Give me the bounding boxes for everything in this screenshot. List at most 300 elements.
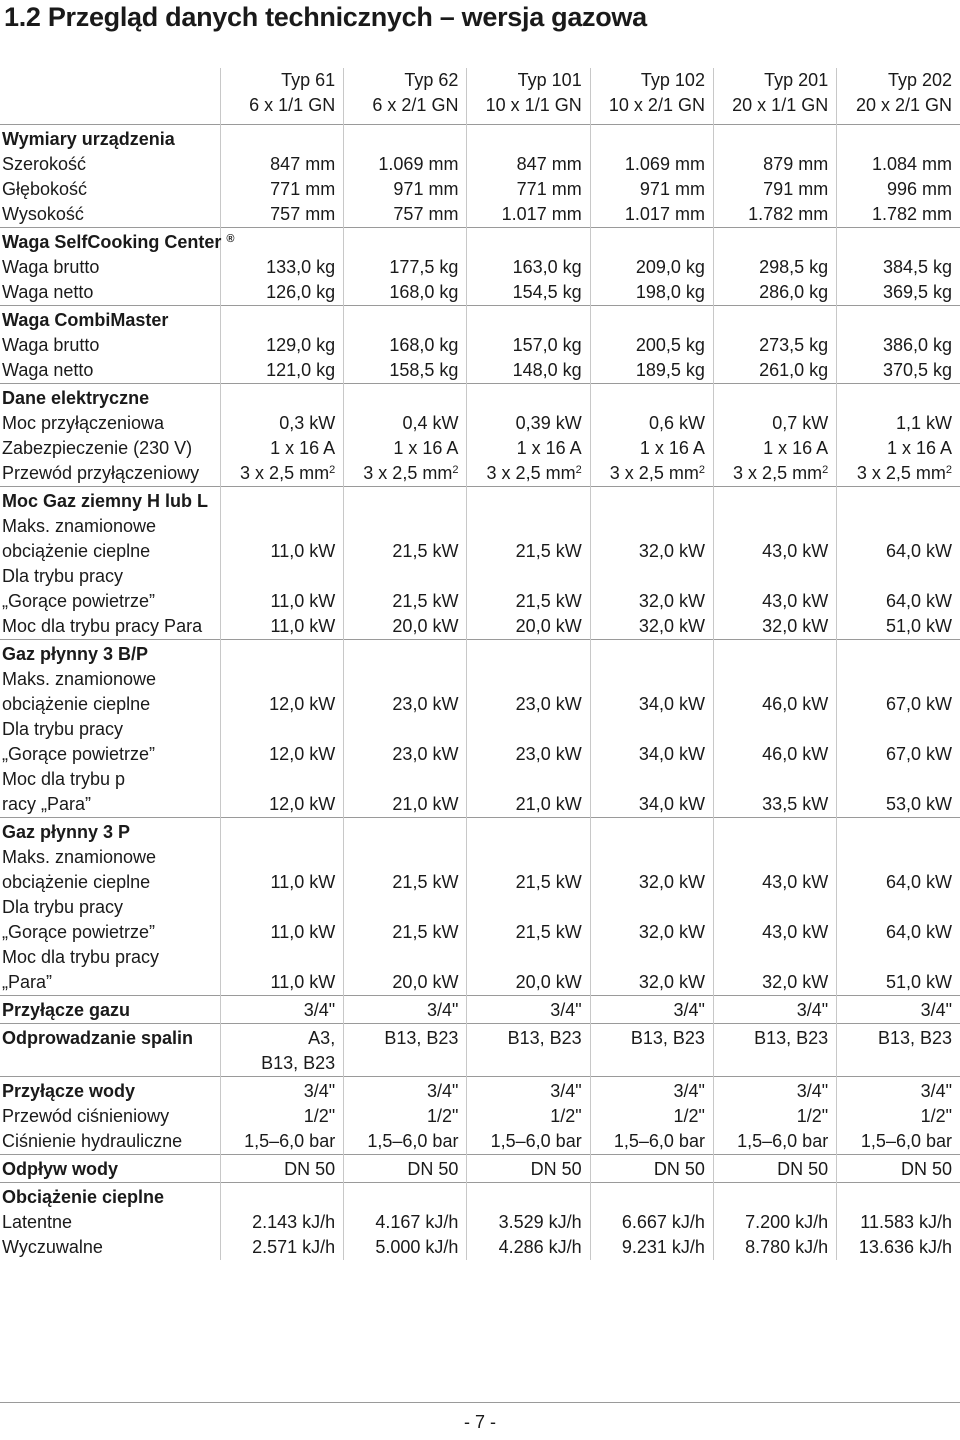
column-capacity-header: 20 x 2/1 GN xyxy=(837,93,960,125)
empty-cell xyxy=(590,1051,713,1077)
value-cell: 154,5 kg xyxy=(467,280,590,306)
data-row xyxy=(0,870,960,895)
empty-cell xyxy=(344,640,467,668)
value-cell: 129,0 kg xyxy=(220,333,343,358)
empty-cell xyxy=(590,818,713,846)
value-cell: 3/4" xyxy=(590,996,713,1024)
value-cell: 1 x 16 A xyxy=(344,436,467,461)
value-cell: 3/4" xyxy=(837,1077,960,1105)
value-cell: 21,5 kW xyxy=(467,539,590,564)
value-cell: 9.231 kJ/h xyxy=(590,1235,713,1260)
empty-cell xyxy=(220,564,343,589)
data-row xyxy=(0,920,960,945)
value-cell: DN 50 xyxy=(713,1155,836,1183)
value-cell: 23,0 kW xyxy=(467,742,590,767)
exhaust-row xyxy=(0,1024,960,1052)
value-cell xyxy=(220,461,343,487)
value-cell: 32,0 kW xyxy=(590,920,713,945)
row-label: Przewód ciśnieniowy xyxy=(2,1106,170,1126)
value-cell: 2.571 kJ/h xyxy=(220,1235,343,1260)
value-cell: 3/4" xyxy=(220,1077,343,1105)
value-cell: DN 50 xyxy=(220,1155,343,1183)
value-cell xyxy=(837,461,960,487)
empty-cell xyxy=(837,640,960,668)
row-label: „Gorące powietrze” xyxy=(2,744,156,764)
row-label: obciążenie cieplne xyxy=(2,694,151,714)
value-cell xyxy=(713,461,836,487)
value-cell: DN 50 xyxy=(344,1155,467,1183)
value-cell: 133,0 kg xyxy=(220,255,343,280)
empty-cell xyxy=(220,384,343,412)
value-cell: 3/4" xyxy=(344,996,467,1024)
cable-unit-exponent: 2 xyxy=(698,464,705,476)
value-cell: 64,0 kW xyxy=(837,589,960,614)
value-cell: 23,0 kW xyxy=(467,692,590,717)
page-title: 1.2 Przegląd danych technicznych – wersja gazowa xyxy=(4,2,647,32)
empty-cell xyxy=(467,564,590,589)
empty-cell xyxy=(344,1051,467,1077)
empty-cell xyxy=(344,667,467,692)
section-heading-text: Dane elektryczne xyxy=(2,388,150,408)
empty-cell xyxy=(837,228,960,256)
section-heading-text: Waga CombiMaster xyxy=(2,310,169,330)
empty-cell xyxy=(590,384,713,412)
empty-cell xyxy=(837,667,960,692)
data-row-cable xyxy=(0,461,960,487)
value-cell: 1/2" xyxy=(344,1104,467,1129)
section-heading xyxy=(0,384,220,412)
empty-cell xyxy=(713,818,836,846)
row-label-line1: Dla trybu pracy xyxy=(2,566,124,586)
row-label: Ciśnienie hydrauliczne xyxy=(2,1131,183,1151)
empty-cell xyxy=(344,228,467,256)
empty-cell xyxy=(590,845,713,870)
value-cell: 163,0 kg xyxy=(467,255,590,280)
value-cell: 67,0 kW xyxy=(837,692,960,717)
value-cell: 1 x 16 A xyxy=(713,436,836,461)
row-label: Przyłącze wody xyxy=(0,1077,220,1105)
empty-cell xyxy=(713,306,836,334)
value-cell: 771 mm xyxy=(467,177,590,202)
data-row xyxy=(0,152,960,177)
value-cell: 157,0 kg xyxy=(467,333,590,358)
value-cell: 34,0 kW xyxy=(590,792,713,818)
data-row xyxy=(0,177,960,202)
data-row xyxy=(0,255,960,280)
section-heading xyxy=(0,487,220,515)
data-row xyxy=(0,792,960,818)
data-row xyxy=(0,280,960,306)
section-heading-text: Gaz płynny 3 P xyxy=(2,822,131,842)
empty-cell xyxy=(344,384,467,412)
column-type-header: Typ 201 xyxy=(713,68,836,93)
data-row xyxy=(0,1235,960,1260)
data-row-label-line xyxy=(0,514,960,539)
header-row-types xyxy=(0,68,960,93)
data-row xyxy=(0,1210,960,1235)
empty-cell xyxy=(220,514,343,539)
empty-cell xyxy=(713,640,836,668)
section-heading-row xyxy=(0,228,960,256)
cable-unit-exponent: 2 xyxy=(329,464,336,476)
cable-value: 3 x 2,5 mm xyxy=(609,463,699,483)
empty-cell xyxy=(344,487,467,515)
value-cell: 757 mm xyxy=(220,202,343,228)
value-cell: 1 x 16 A xyxy=(220,436,343,461)
water-row xyxy=(0,1104,960,1129)
empty-cell xyxy=(220,125,343,153)
empty-cell xyxy=(344,767,467,792)
value-cell: 200,5 kg xyxy=(590,333,713,358)
empty-cell xyxy=(344,125,467,153)
row-label: Waga brutto xyxy=(2,257,100,277)
empty-cell xyxy=(713,1051,836,1077)
value-cell: 1/2" xyxy=(220,1104,343,1129)
empty-cell xyxy=(590,514,713,539)
data-row xyxy=(0,333,960,358)
cable-value: 3 x 2,5 mm xyxy=(363,463,453,483)
empty-cell xyxy=(344,818,467,846)
empty-cell xyxy=(467,767,590,792)
empty-cell xyxy=(590,228,713,256)
value-cell: B13, B23 xyxy=(837,1024,960,1052)
value-cell: 1 x 16 A xyxy=(590,436,713,461)
value-cell: 20,0 kW xyxy=(344,970,467,996)
value-cell: 0,39 kW xyxy=(467,411,590,436)
value-cell: 1.017 mm xyxy=(590,202,713,228)
value-cell: 4.286 kJ/h xyxy=(467,1235,590,1260)
row-label-line1: Moc dla trybu p xyxy=(2,769,126,789)
value-cell: 1 x 16 A xyxy=(837,436,960,461)
value-cell: DN 50 xyxy=(467,1155,590,1183)
empty-cell xyxy=(220,717,343,742)
value-cell: 34,0 kW xyxy=(590,692,713,717)
row-label: Przyłącze gazu xyxy=(0,996,220,1024)
empty-cell xyxy=(344,306,467,334)
section-heading-row xyxy=(0,125,960,153)
section-heading-text: Wymiary urządzenia xyxy=(2,129,175,149)
value-cell: 51,0 kW xyxy=(837,614,960,640)
empty-cell xyxy=(713,125,836,153)
empty-cell xyxy=(837,564,960,589)
row-label: obciążenie cieplne xyxy=(2,541,151,561)
row-label-line1: Dla trybu pracy xyxy=(2,897,124,917)
row-label: obciążenie cieplne xyxy=(2,872,151,892)
value-cell: 757 mm xyxy=(344,202,467,228)
empty-cell xyxy=(837,1183,960,1211)
value-cell: 1,5–6,0 bar xyxy=(713,1129,836,1155)
value-cell: 3/4" xyxy=(837,996,960,1024)
value-cell: 126,0 kg xyxy=(220,280,343,306)
empty-cell xyxy=(713,717,836,742)
water-row xyxy=(0,1129,960,1155)
value-cell: 771 mm xyxy=(220,177,343,202)
row-label: racy „Para” xyxy=(2,794,92,814)
value-cell: 32,0 kW xyxy=(590,970,713,996)
row-label: Waga netto xyxy=(2,360,94,380)
empty-cell xyxy=(344,845,467,870)
section-heading xyxy=(0,1183,220,1211)
empty-cell xyxy=(220,945,343,970)
value-cell: 3/4" xyxy=(590,1077,713,1105)
empty-cell xyxy=(467,667,590,692)
empty-cell xyxy=(0,93,220,125)
value-cell xyxy=(590,461,713,487)
data-row-label-line xyxy=(0,895,960,920)
row-label: Przewód przyłączeniowy xyxy=(2,463,200,483)
data-row-label-line xyxy=(0,667,960,692)
row-label: Wysokość xyxy=(2,204,84,224)
value-cell: 12,0 kW xyxy=(220,692,343,717)
empty-cell xyxy=(590,945,713,970)
empty-cell xyxy=(837,818,960,846)
empty-cell xyxy=(467,818,590,846)
data-row xyxy=(0,970,960,996)
value-cell: B13, B23 xyxy=(344,1024,467,1052)
value-cell: 32,0 kW xyxy=(590,614,713,640)
gas-connection-row xyxy=(0,996,960,1024)
cable-unit-exponent: 2 xyxy=(822,464,829,476)
empty-cell xyxy=(590,767,713,792)
data-row xyxy=(0,358,960,384)
water-row xyxy=(0,1077,960,1105)
value-cell: 168,0 kg xyxy=(344,280,467,306)
value-cell: 148,0 kg xyxy=(467,358,590,384)
exhaust-row-cont xyxy=(0,1051,960,1077)
empty-cell xyxy=(837,945,960,970)
value-cell: 32,0 kW xyxy=(590,870,713,895)
value-cell: B13, B23 xyxy=(713,1024,836,1052)
data-row xyxy=(0,692,960,717)
value-cell: 3/4" xyxy=(467,1077,590,1105)
data-row-label-line xyxy=(0,717,960,742)
page-number: - 7 - xyxy=(463,1412,496,1432)
column-type-header: Typ 62 xyxy=(344,68,467,93)
empty-cell xyxy=(837,306,960,334)
value-cell: 1.069 mm xyxy=(344,152,467,177)
empty-cell xyxy=(344,1183,467,1211)
technical-data-table xyxy=(0,68,960,1260)
empty-cell xyxy=(713,384,836,412)
section-heading xyxy=(0,228,235,256)
value-cell: 3/4" xyxy=(713,1077,836,1105)
value-cell: 1/2" xyxy=(467,1104,590,1129)
value-cell: 971 mm xyxy=(344,177,467,202)
empty-cell xyxy=(344,945,467,970)
value-cell: 11,0 kW xyxy=(220,870,343,895)
value-cell: 21,5 kW xyxy=(467,589,590,614)
empty-cell xyxy=(344,895,467,920)
value-cell: 43,0 kW xyxy=(713,589,836,614)
empty-cell xyxy=(837,125,960,153)
cable-unit-exponent: 2 xyxy=(575,464,582,476)
value-cell: 43,0 kW xyxy=(713,920,836,945)
value-cell: 23,0 kW xyxy=(344,692,467,717)
column-type-header: Typ 102 xyxy=(590,68,713,93)
empty-cell xyxy=(220,895,343,920)
empty-cell xyxy=(713,1183,836,1211)
value-cell: 21,5 kW xyxy=(467,870,590,895)
value-cell: 1,1 kW xyxy=(837,411,960,436)
empty-cell xyxy=(590,895,713,920)
empty-cell xyxy=(590,125,713,153)
value-cell: DN 50 xyxy=(837,1155,960,1183)
empty-cell xyxy=(713,667,836,692)
empty-cell xyxy=(0,68,220,93)
empty-cell xyxy=(220,228,343,256)
empty-cell xyxy=(713,767,836,792)
empty-cell xyxy=(467,487,590,515)
data-row xyxy=(0,589,960,614)
value-cell: 198,0 kg xyxy=(590,280,713,306)
value-cell: 121,0 kg xyxy=(220,358,343,384)
empty-cell xyxy=(837,384,960,412)
value-cell: 32,0 kW xyxy=(590,589,713,614)
empty-cell xyxy=(713,945,836,970)
section-heading-row xyxy=(0,306,960,334)
row-label: „Gorące powietrze” xyxy=(2,591,156,611)
value-cell: 34,0 kW xyxy=(590,742,713,767)
cable-value: 3 x 2,5 mm xyxy=(486,463,576,483)
value-cell: 33,5 kW xyxy=(713,792,836,818)
section-heading-text: Gaz płynny 3 B/P xyxy=(2,644,149,664)
value-cell: 32,0 kW xyxy=(590,539,713,564)
drain-row xyxy=(0,1155,960,1183)
value-cell: 996 mm xyxy=(837,177,960,202)
row-label: Szerokość xyxy=(2,154,87,174)
empty-cell xyxy=(220,487,343,515)
value-cell: 158,5 kg xyxy=(344,358,467,384)
value-cell: B13, B23 xyxy=(590,1024,713,1052)
value-cell: 1/2" xyxy=(837,1104,960,1129)
value-cell: 1,5–6,0 bar xyxy=(837,1129,960,1155)
value-cell: 0,7 kW xyxy=(713,411,836,436)
row-label-line1: Maks. znamionowe xyxy=(2,516,157,536)
empty-cell xyxy=(837,895,960,920)
value-cell: 20,0 kW xyxy=(467,614,590,640)
empty-cell xyxy=(467,125,590,153)
empty-cell xyxy=(467,717,590,742)
value-cell: 1,5–6,0 bar xyxy=(467,1129,590,1155)
empty-cell xyxy=(713,514,836,539)
value-cell: 3.529 kJ/h xyxy=(467,1210,590,1235)
empty-cell xyxy=(220,845,343,870)
value-cell: 369,5 kg xyxy=(837,280,960,306)
data-row xyxy=(0,411,960,436)
empty-cell xyxy=(590,564,713,589)
empty-cell xyxy=(590,640,713,668)
header-row-capacity xyxy=(0,93,960,125)
empty-cell xyxy=(220,640,343,668)
value-cell: 0,4 kW xyxy=(344,411,467,436)
cable-value: 3 x 2,5 mm xyxy=(240,463,330,483)
value-cell: 2.143 kJ/h xyxy=(220,1210,343,1235)
empty-cell xyxy=(467,895,590,920)
value-cell: 1 x 16 A xyxy=(467,436,590,461)
value-cell: 7.200 kJ/h xyxy=(713,1210,836,1235)
row-label: Głębokość xyxy=(2,179,88,199)
value-cell xyxy=(467,461,590,487)
value-cell: 1,5–6,0 bar xyxy=(590,1129,713,1155)
column-capacity-header: 6 x 1/1 GN xyxy=(220,93,343,125)
value-cell: 21,5 kW xyxy=(344,870,467,895)
value-cell: 1.069 mm xyxy=(590,152,713,177)
section-heading-row xyxy=(0,818,960,846)
row-label: Odprowadzanie spalin xyxy=(0,1024,220,1052)
data-row xyxy=(0,742,960,767)
value-cell xyxy=(344,461,467,487)
value-cell: 791 mm xyxy=(713,177,836,202)
value-cell: 0,3 kW xyxy=(220,411,343,436)
empty-cell xyxy=(467,306,590,334)
empty-cell xyxy=(590,1183,713,1211)
empty-cell xyxy=(220,667,343,692)
value-cell: 8.780 kJ/h xyxy=(713,1235,836,1260)
value-cell: 11,0 kW xyxy=(220,539,343,564)
value-cell: 46,0 kW xyxy=(713,742,836,767)
value-cell: 286,0 kg xyxy=(713,280,836,306)
empty-cell xyxy=(467,228,590,256)
value-cell: 1.782 mm xyxy=(837,202,960,228)
value-cell: 21,0 kW xyxy=(467,792,590,818)
bottom-divider xyxy=(0,1402,960,1403)
value-cell: 1.782 mm xyxy=(713,202,836,228)
empty-cell xyxy=(467,945,590,970)
value-cell: 879 mm xyxy=(713,152,836,177)
row-label: Waga brutto xyxy=(2,335,100,355)
value-cell: 11,0 kW xyxy=(220,614,343,640)
value-cell: 67,0 kW xyxy=(837,742,960,767)
value-cell: 1/2" xyxy=(590,1104,713,1129)
value-cell: 209,0 kg xyxy=(590,255,713,280)
section-heading xyxy=(0,306,220,334)
value-cell: 46,0 kW xyxy=(713,692,836,717)
row-label: Zabezpieczenie (230 V) xyxy=(2,438,193,458)
row-label-line1: Moc dla trybu pracy xyxy=(2,947,160,967)
value-cell: 64,0 kW xyxy=(837,870,960,895)
data-row-label-line xyxy=(0,767,960,792)
column-capacity-header: 10 x 2/1 GN xyxy=(590,93,713,125)
value-cell: B13, B23 xyxy=(220,1051,343,1077)
value-cell: 273,5 kg xyxy=(713,333,836,358)
empty-cell xyxy=(837,514,960,539)
empty-cell xyxy=(220,306,343,334)
value-cell: 1,5–6,0 bar xyxy=(344,1129,467,1155)
row-label: Wyczuwalne xyxy=(2,1237,103,1257)
value-cell: 32,0 kW xyxy=(713,970,836,996)
row-label: Odpływ wody xyxy=(0,1155,220,1183)
value-cell: 5.000 kJ/h xyxy=(344,1235,467,1260)
section-heading xyxy=(0,640,220,668)
column-capacity-header: 6 x 2/1 GN xyxy=(344,93,467,125)
empty-cell xyxy=(837,767,960,792)
cable-value: 3 x 2,5 mm xyxy=(856,463,946,483)
value-cell: 1.084 mm xyxy=(837,152,960,177)
section-heading-row xyxy=(0,640,960,668)
value-cell: 3/4" xyxy=(467,996,590,1024)
value-cell: 11,0 kW xyxy=(220,589,343,614)
empty-cell xyxy=(837,845,960,870)
section-heading xyxy=(0,125,220,153)
value-cell: 13.636 kJ/h xyxy=(837,1235,960,1260)
value-cell: 3/4" xyxy=(220,996,343,1024)
empty-cell xyxy=(837,717,960,742)
registered-mark: ® xyxy=(226,233,235,245)
empty-cell xyxy=(467,640,590,668)
empty-cell xyxy=(344,564,467,589)
value-cell: 64,0 kW xyxy=(837,539,960,564)
value-cell: A3, xyxy=(220,1024,343,1052)
